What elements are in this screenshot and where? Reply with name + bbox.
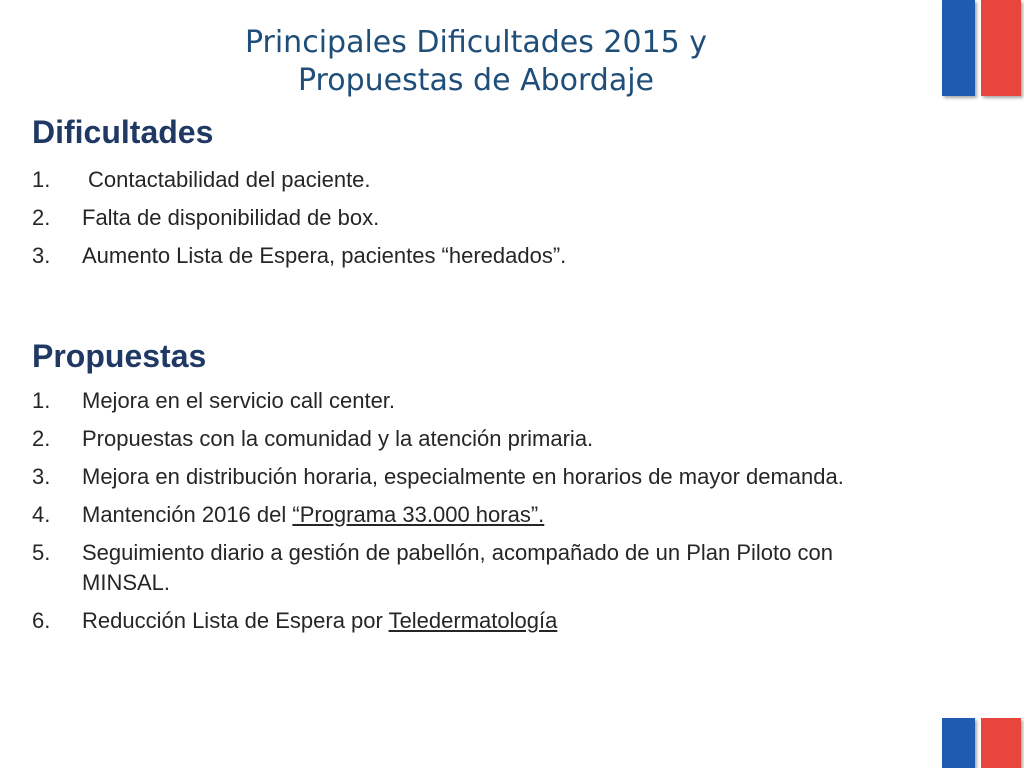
list-item-number: 3. [32,243,51,268]
slide-title-line-2: Propuestas de Abordaje [297,63,655,98]
flag-bar-red [981,0,1021,96]
list-item-text: Mejora en el servicio call center. [82,388,396,413]
list-item-number: 5. [32,540,51,565]
list-item-number: 1. [32,388,51,413]
list-item-number: 3. [32,464,51,489]
list-item-text: Aumento Lista de Espera, pacientes “heredados”. [82,243,567,268]
slide-title-line-1: Principales Dificultades 2015 y [244,25,708,60]
list-item [32,462,912,492]
list-item-number: 6. [32,608,51,633]
flag-bar-blue [942,718,975,768]
flag-bar-blue [942,0,975,96]
section-heading-dificultades: Dificultades [32,114,214,150]
dificultades-list [32,165,912,279]
list-item [32,203,912,233]
flag-decoration-top [942,0,1024,96]
list-item-number: 4. [32,502,51,527]
list-item-text: Mantención 2016 del [82,502,293,527]
section-heading-propuestas: Propuestas [32,338,207,374]
teledermatologia-link[interactable]: Teledermatología [388,608,558,633]
propuestas-list [32,386,912,644]
list-item [32,165,912,195]
list-item-text: Seguimiento diario a gestión de pabellón, acompañado de un Plan Piloto con MINSAL. [82,540,833,595]
slide-title [0,24,952,100]
list-item-number: 2. [32,205,51,230]
list-item-text: Propuestas con la comunidad y la atención primaria. [82,426,594,451]
list-item [32,500,912,530]
list-item-text: Contactabilidad del paciente. [88,167,371,192]
list-item-text: Falta de disponibilidad de box. [82,205,380,230]
list-item [32,606,912,636]
list-item-number: 1. [32,167,51,192]
list-item [32,538,912,598]
list-item-text: Mejora en distribución horaria, especialmente en horarios de mayor demanda. [82,464,844,489]
list-item [32,386,912,416]
list-item-text: Reducción Lista de Espera por [82,608,389,633]
flag-decoration-bottom [942,718,1024,768]
flag-bar-red [981,718,1021,768]
programa-33000-horas-link[interactable]: “Programa 33.000 horas”. [292,502,545,527]
list-item [32,241,912,271]
list-item-number: 2. [32,426,51,451]
list-item [32,424,912,454]
